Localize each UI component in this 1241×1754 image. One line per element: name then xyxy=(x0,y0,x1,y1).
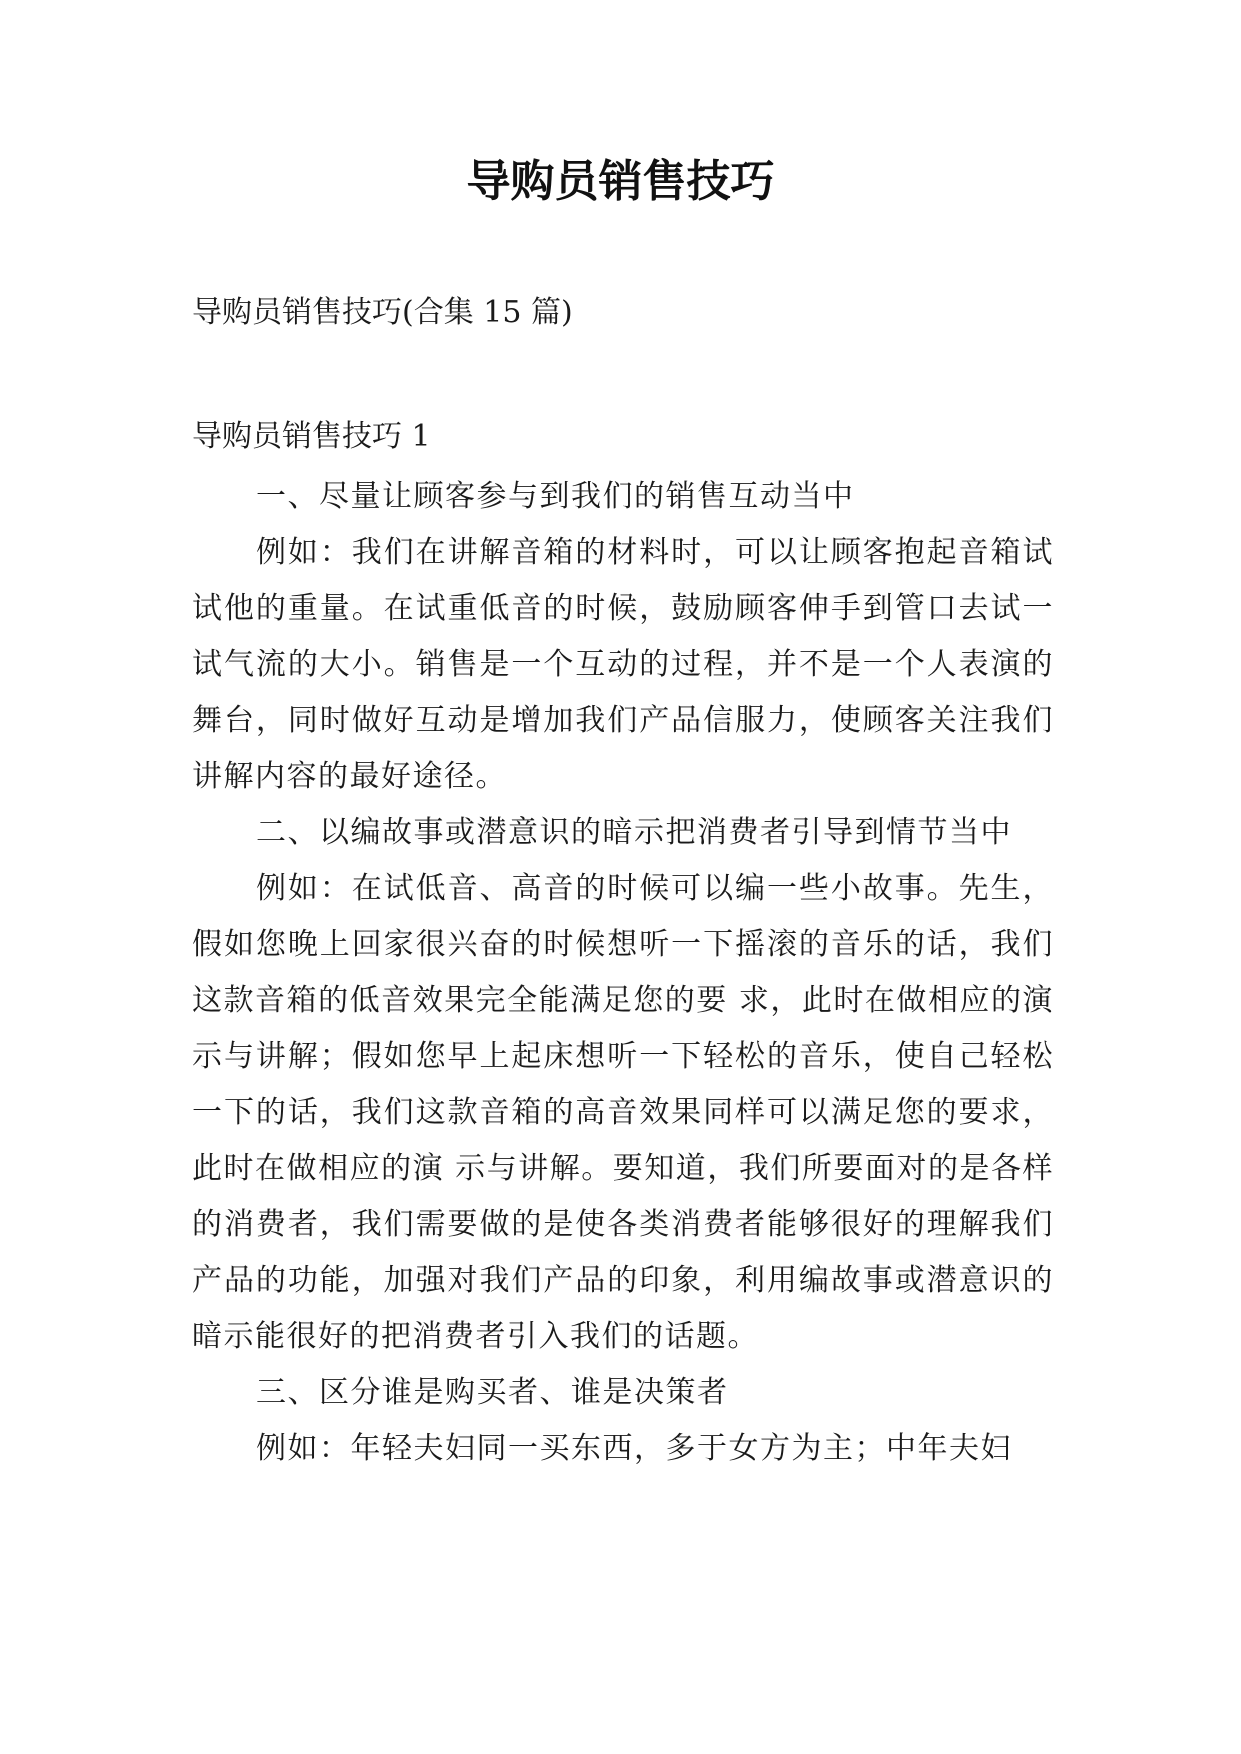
paragraph-example-2: 例如：在试低音、高音的时候可以编一些小故事。先生，假如您晚上回家很兴奋的时候想听一下摇滚的音乐的话，我们这款音箱的低音效果完全能满足您的要 求，此时在做相应的演示与讲解；假如您早上起床想听一下轻松的音乐，使自己轻松一下的话，我们这款音箱的高音效果同样可以满足您的要求，此时在做相应的演 示与讲解。要知道，我们所要面对的是各样的消费者，我们需要做的是使各类消费者能够很好的理解我们产品的功能，加强对我们产品的印象，利用编故事或潜意识的暗示能很好的把消费者引入我们的话题。 xyxy=(192,871,1054,1354)
paragraph-heading-1: 一、尽量让顾客参与到我们的销售互动当中 xyxy=(256,479,855,514)
body-text xyxy=(192,469,1054,1477)
paragraph-heading-3: 三、区分谁是购买者、谁是决策者 xyxy=(256,1375,729,1410)
paragraph-heading-2: 二、以编故事或潜意识的暗示把消费者引导到情节当中 xyxy=(256,815,1012,850)
document-subtitle: 导购员销售技巧(合集 15 篇) xyxy=(192,295,573,330)
paragraph-example-1: 例如：我们在讲解音箱的材料时，可以让顾客抱起音箱试试他的重量。在试重低音的时候，鼓励顾客伸手到管口去试一试气流的大小。销售是一个互动的过程，并不是一个人表演的舞台，同时做好互动是增加我们产品信服力，使顾客关注我们讲解内容的最好途径。 xyxy=(192,535,1054,794)
section-label: 导购员销售技巧 1 xyxy=(192,419,431,454)
document-title: 导购员销售技巧 xyxy=(466,156,775,207)
paragraph-example-3: 例如：年轻夫妇同一买东西，多于女方为主；中年夫妇 xyxy=(256,1431,1012,1466)
